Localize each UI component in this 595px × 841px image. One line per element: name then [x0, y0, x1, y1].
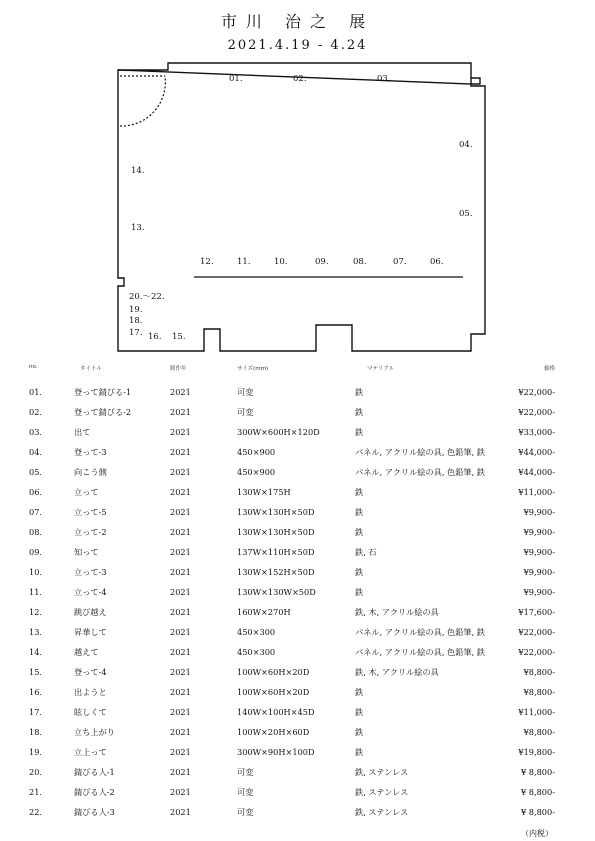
table-row: [0, 507, 595, 527]
cell-title: 出て: [74, 427, 91, 437]
table-row: [0, 627, 595, 647]
cell-year: 2021: [170, 747, 191, 757]
cell-size: 100W×60H×20D: [237, 667, 310, 677]
cell-year: 2021: [170, 587, 191, 597]
cell-no: 15.: [29, 667, 43, 677]
table-row: [0, 587, 595, 607]
cell-size: 100W×20H×60D: [237, 727, 310, 737]
cell-price: ¥19,800-: [518, 747, 555, 757]
cell-title: 越えて: [74, 647, 99, 657]
cell-year: 2021: [170, 807, 191, 817]
cell-no: 09.: [29, 547, 43, 557]
plan-position-label: 10.: [274, 257, 288, 267]
cell-material: 鉄, ステンレス: [355, 787, 409, 797]
cell-title: 錆びる人-2: [74, 787, 115, 797]
cell-title: 立って-5: [74, 507, 107, 517]
plan-position-label: 12.: [200, 257, 214, 267]
table-row: [0, 807, 595, 827]
table-row: [0, 747, 595, 767]
cell-year: 2021: [170, 447, 191, 457]
cell-no: 22.: [29, 807, 43, 817]
cell-size: 300W×90H×100D: [237, 747, 315, 757]
cell-price: ¥33,000-: [518, 427, 555, 437]
cell-size: 130W×130H×50D: [237, 507, 315, 517]
plan-position-label: 05.: [459, 209, 473, 219]
header-price: 価格: [543, 366, 555, 372]
header-size: サイズ(mm): [237, 366, 269, 372]
cell-title: 登って-3: [74, 447, 107, 457]
cell-material: 鉄: [355, 487, 364, 497]
cell-no: 04.: [29, 447, 43, 457]
cell-year: 2021: [170, 767, 191, 777]
table-row: [0, 647, 595, 667]
cell-material: 鉄, 石: [355, 547, 377, 557]
plan-position-label: 01.: [229, 74, 243, 84]
cell-price: ¥8,800-: [523, 687, 555, 697]
cell-material: 鉄: [355, 527, 364, 537]
cell-year: 2021: [170, 547, 191, 557]
cell-title: 立って: [74, 487, 99, 497]
cell-title: 眩しくて: [74, 707, 107, 717]
table-row: [0, 787, 595, 807]
cell-title: 跳び越え: [74, 607, 107, 617]
tax-note: （内税）: [521, 829, 553, 838]
cell-title: 登って錆びる-2: [74, 407, 132, 417]
cell-material: 鉄, 木, アクリル絵の具: [355, 607, 439, 617]
table-row: [0, 407, 595, 427]
cell-price: ¥8,800-: [523, 667, 555, 677]
plan-position-label: 09.: [315, 257, 329, 267]
cell-no: 10.: [29, 567, 43, 577]
cell-material: パネル, アクリル絵の具, 色鉛筆, 鉄: [355, 447, 485, 457]
cell-size: 160W×270H: [237, 607, 291, 617]
cell-title: 知って: [74, 547, 99, 557]
plan-position-label: 18.: [129, 316, 143, 326]
cell-title: 立って-4: [74, 587, 107, 597]
table-row: [0, 427, 595, 447]
cell-material: パネル, アクリル絵の具, 色鉛筆, 鉄: [355, 647, 485, 657]
cell-material: 鉄: [355, 707, 364, 717]
cell-price: ¥22,000-: [518, 647, 555, 657]
table-row: [0, 687, 595, 707]
table-row: [0, 667, 595, 687]
cell-no: 16.: [29, 687, 43, 697]
cell-price: ¥ 8,800-: [520, 767, 555, 777]
cell-no: 13.: [29, 627, 43, 637]
cell-year: 2021: [170, 427, 191, 437]
table-row: [0, 727, 595, 747]
cell-year: 2021: [170, 467, 191, 477]
cell-size: 可変: [237, 807, 254, 817]
cell-price: ¥9,900-: [523, 507, 555, 517]
cell-material: パネル, アクリル絵の具, 色鉛筆, 鉄: [355, 627, 485, 637]
cell-no: 07.: [29, 507, 43, 517]
cell-material: 鉄: [355, 407, 364, 417]
plan-position-label: 08.: [353, 257, 367, 267]
cell-price: ¥11,000-: [518, 707, 555, 717]
cell-year: 2021: [170, 487, 191, 497]
cell-year: 2021: [170, 387, 191, 397]
cell-price: ¥17,600-: [518, 607, 555, 617]
cell-no: 06.: [29, 487, 43, 497]
plan-position-label: 13.: [131, 223, 145, 233]
plan-position-label: 04.: [459, 140, 473, 150]
cell-material: 鉄: [355, 587, 364, 597]
cell-material: 鉄: [355, 507, 364, 517]
cell-no: 08.: [29, 527, 43, 537]
plan-position-label: 06.: [430, 257, 444, 267]
plan-position-label: 17.: [129, 328, 143, 338]
cell-size: 137W×110H×50D: [237, 547, 315, 557]
cell-size: 450×900: [237, 447, 276, 457]
cell-price: ¥9,900-: [523, 587, 555, 597]
cell-material: 鉄: [355, 747, 364, 757]
cell-no: 05.: [29, 467, 43, 477]
cell-price: ¥44,000-: [518, 447, 555, 457]
header-no: no.: [29, 364, 38, 370]
table-row: [0, 547, 595, 567]
cell-year: 2021: [170, 527, 191, 537]
cell-title: 昇華して: [74, 627, 107, 637]
cell-year: 2021: [170, 667, 191, 677]
cell-size: 130W×152H×50D: [237, 567, 315, 577]
cell-size: 450×900: [237, 467, 276, 477]
cell-material: 鉄: [355, 567, 364, 577]
cell-price: ¥44,000-: [518, 467, 555, 477]
plan-position-label: 19.: [129, 305, 143, 315]
cell-year: 2021: [170, 407, 191, 417]
table-row: [0, 527, 595, 547]
cell-no: 21.: [29, 787, 43, 797]
header-title: タイトル: [80, 366, 102, 372]
cell-no: 14.: [29, 647, 43, 657]
cell-material: 鉄, ステンレス: [355, 767, 409, 777]
cell-title: 向こう側: [74, 467, 107, 477]
cell-price: ¥22,000-: [518, 387, 555, 397]
cell-title: 出ようと: [74, 687, 107, 697]
cell-year: 2021: [170, 787, 191, 797]
cell-year: 2021: [170, 687, 191, 697]
table-row: [0, 387, 595, 407]
cell-size: 可変: [237, 767, 254, 777]
cell-year: 2021: [170, 627, 191, 637]
cell-size: 300W×600H×120D: [237, 427, 320, 437]
cell-no: 17.: [29, 707, 43, 717]
cell-price: ¥9,900-: [523, 547, 555, 557]
cell-size: 130W×175H: [237, 487, 291, 497]
table-row: [0, 567, 595, 587]
exhibition-dates: 2021.4.19 - 4.24: [227, 38, 368, 53]
cell-price: ¥9,900-: [523, 527, 555, 537]
plan-position-label: 03.: [377, 74, 391, 84]
cell-title: 登って錆びる-1: [74, 387, 132, 397]
table-row: [0, 467, 595, 487]
cell-price: ¥ 8,800-: [520, 787, 555, 797]
cell-material: 鉄, ステンレス: [355, 807, 409, 817]
cell-no: 01.: [29, 387, 43, 397]
cell-size: 130W×130W×50D: [237, 587, 316, 597]
cell-price: ¥22,000-: [518, 407, 555, 417]
cell-title: 錆びる人-3: [74, 807, 115, 817]
cell-size: 可変: [237, 787, 254, 797]
cell-size: 可変: [237, 407, 254, 417]
cell-year: 2021: [170, 647, 191, 657]
floor-plan-labels: [0, 0, 595, 360]
table-row: [0, 447, 595, 467]
cell-size: 100W×60H×20D: [237, 687, 310, 697]
cell-material: パネル, アクリル絵の具, 色鉛筆, 鉄: [355, 467, 485, 477]
cell-price: ¥9,900-: [523, 567, 555, 577]
cell-year: 2021: [170, 607, 191, 617]
cell-title: 立って-3: [74, 567, 107, 577]
cell-title: 登って-4: [74, 667, 107, 677]
table-row: [0, 707, 595, 727]
cell-title: 立って-2: [74, 527, 107, 537]
cell-year: 2021: [170, 567, 191, 577]
cell-no: 19.: [29, 747, 43, 757]
plan-position-label: 07.: [393, 257, 407, 267]
cell-title: 立上って: [74, 747, 107, 757]
exhibition-title: 市川 治之 展: [220, 12, 375, 31]
cell-price: ¥ 8,800-: [520, 807, 555, 817]
cell-year: 2021: [170, 507, 191, 517]
plan-position-label: 02.: [293, 74, 307, 84]
plan-position-label: 15.: [172, 332, 186, 342]
cell-title: 錆びる人-1: [74, 767, 115, 777]
plan-position-label: 14.: [131, 166, 145, 176]
cell-no: 18.: [29, 727, 43, 737]
plan-position-label: 20.～22.: [129, 292, 165, 302]
cell-title: 立ち上がり: [74, 727, 115, 737]
cell-material: 鉄: [355, 427, 364, 437]
header-year: 制作年: [170, 366, 187, 372]
cell-size: 130W×130H×50D: [237, 527, 315, 537]
cell-size: 450×300: [237, 647, 276, 657]
header-material: マテリアル: [367, 366, 395, 372]
cell-material: 鉄: [355, 687, 364, 697]
cell-no: 11.: [29, 587, 43, 597]
cell-material: 鉄, 木, アクリル絵の具: [355, 667, 439, 677]
cell-size: 450×300: [237, 627, 276, 637]
cell-price: ¥22,000-: [518, 627, 555, 637]
cell-no: 20.: [29, 767, 43, 777]
artwork-list: [0, 387, 595, 827]
plan-position-label: 16.: [148, 332, 162, 342]
cell-material: 鉄: [355, 727, 364, 737]
cell-year: 2021: [170, 727, 191, 737]
cell-size: 140W×100H×45D: [237, 707, 315, 717]
cell-no: 03.: [29, 427, 43, 437]
cell-price: ¥11,000-: [518, 487, 555, 497]
cell-no: 02.: [29, 407, 43, 417]
cell-size: 可変: [237, 387, 254, 397]
cell-price: ¥8,800-: [523, 727, 555, 737]
cell-year: 2021: [170, 707, 191, 717]
plan-position-label: 11.: [237, 257, 251, 267]
cell-material: 鉄: [355, 387, 364, 397]
table-row: [0, 767, 595, 787]
table-row: [0, 487, 595, 507]
table-row: [0, 607, 595, 627]
cell-no: 12.: [29, 607, 43, 617]
